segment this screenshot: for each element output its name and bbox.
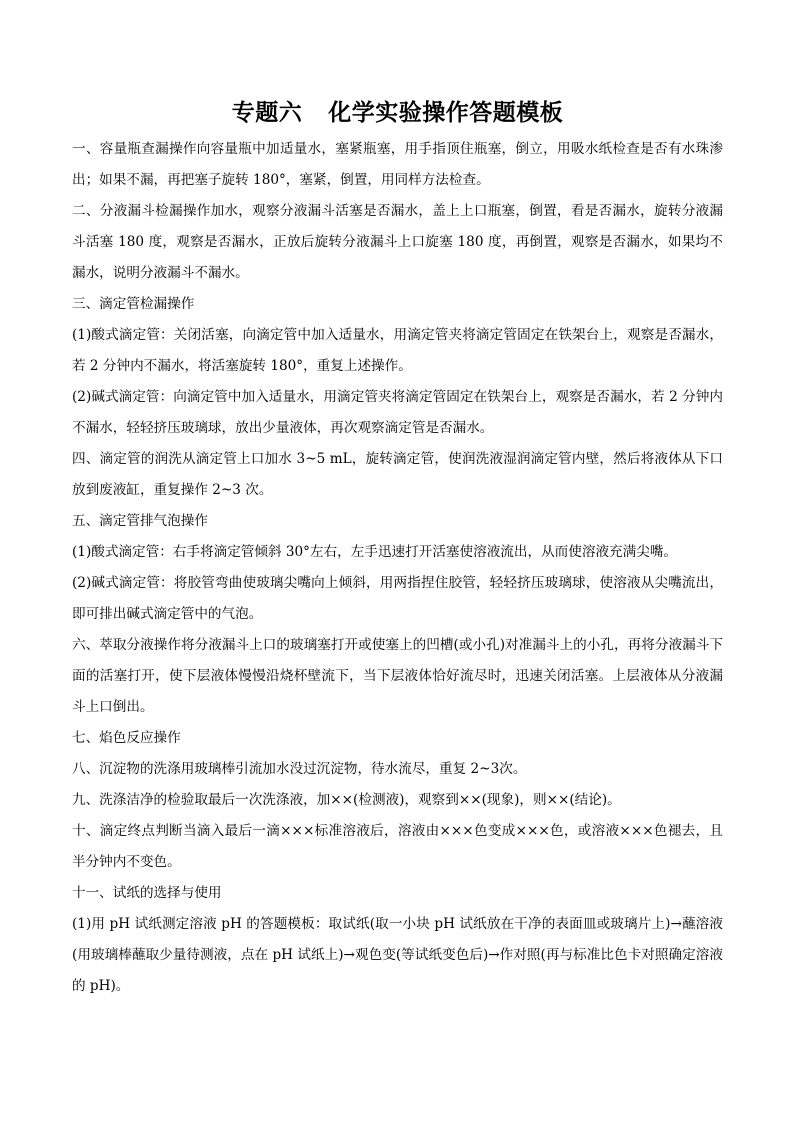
paragraph-base-burette-leak-check: (2)碱式滴定管：向滴定管中加入适量水，用滴定管夹将滴定管固定在铁架台上，观察是否漏水，若 2 分钟内不漏水，轻轻挤压玻璃球，放出少量液体，再次观察滴定管是否漏水。 (72, 389, 723, 436)
heading-test-paper: 十一、试纸的选择与使用 (72, 885, 222, 901)
document-page (72, 96, 723, 1002)
paragraph-acid-burette-bubble-removal: (1)酸式滴定管：右手将滴定管倾斜 30°左右，左手迅速打开活塞使溶液流出，从而使溶液充满尖嘴。 (72, 544, 678, 560)
paragraph-washing-cleanliness-check: 九、洗涤洁净的检验取最后一次洗涤液，加××(检测液)，观察到××(现象)，则××(结论)。 (72, 792, 621, 808)
paragraph-ph-paper-template: (1)用 pH 试纸测定溶液 pH 的答题模板：取试纸(取一小块 pH 试纸放在干净的表面皿或玻璃片上)→蘸溶液(用玻璃棒蘸取少量待测液，点在 pH 试纸上)→观色变(等试纸变色后)→作对照(再与标准比色卡对照确定溶液的 pH)。 (72, 916, 723, 994)
paragraph-precipitate-washing: 八、沉淀物的洗涤用玻璃棒引流加水没过沉淀物，待水流尽，重复 2~3次。 (72, 761, 527, 777)
paragraph-base-burette-bubble-removal: (2)碱式滴定管：将胶管弯曲使玻璃尖嘴向上倾斜，用两指捏住胶管，轻轻挤压玻璃球，使溶液从尖嘴流出，即可排出碱式滴定管中的气泡。 (72, 575, 723, 622)
paragraph-extraction-separation: 六、萃取分液操作将分液漏斗上口的玻璃塞打开或使塞上的凹槽(或小孔)对准漏斗上的小孔，再将分液漏斗下面的活塞打开，使下层液体慢慢沿烧杯壁流下，当下层液体恰好流尽时，迅速关闭活塞。上层液体从分液漏斗上口倒出。 (72, 637, 723, 715)
heading-burette-bubble-removal: 五、滴定管排气泡操作 (72, 513, 208, 529)
paragraph-separatory-funnel-leak-check: 二、分液漏斗检漏操作加水，观察分液漏斗活塞是否漏水，盖上上口瓶塞，倒置，看是否漏水，旋转分液漏斗活塞 180 度，观察是否漏水，正放后旋转分液漏斗上口旋塞 180 度，再倒置，观察是否漏水，如果均不漏水，说明分液漏斗不漏水。 (72, 203, 723, 281)
paragraph-burette-rinsing: 四、滴定管的润洗从滴定管上口加水 3~5 mL，旋转滴定管，使润洗液湿润滴定管内壁，然后将液体从下口放到废液缸，重复操作 2~3 次。 (72, 451, 723, 498)
heading-flame-test: 七、焰色反应操作 (72, 730, 181, 746)
title-topic-name: 化学实验操作答题模板 (328, 99, 564, 126)
paragraph-titration-endpoint: 十、滴定终点判断当滴入最后一滴×××标准溶液后，溶液由×××色变成×××色，或溶液×××色褪去，且半分钟内不变色。 (72, 823, 723, 870)
paragraph-acid-burette-leak-check: (1)酸式滴定管：关闭活塞，向滴定管中加入适量水，用滴定管夹将滴定管固定在铁架台上，观察是否漏水，若 2 分钟内不漏水，将活塞旋转 180°，重复上述操作。 (72, 327, 723, 374)
paragraph-volumetric-flask-leak-check: 一、容量瓶查漏操作向容量瓶中加适量水，塞紧瓶塞，用手指顶住瓶塞，倒立，用吸水纸检查是否有水珠渗出；如果不漏，再把塞子旋转 180°，塞紧，倒置，用同样方法检查。 (72, 141, 723, 188)
heading-burette-leak-check: 三、滴定管检漏操作 (72, 296, 195, 312)
title-topic-number: 专题六 (231, 99, 303, 126)
page-title (72, 96, 723, 130)
